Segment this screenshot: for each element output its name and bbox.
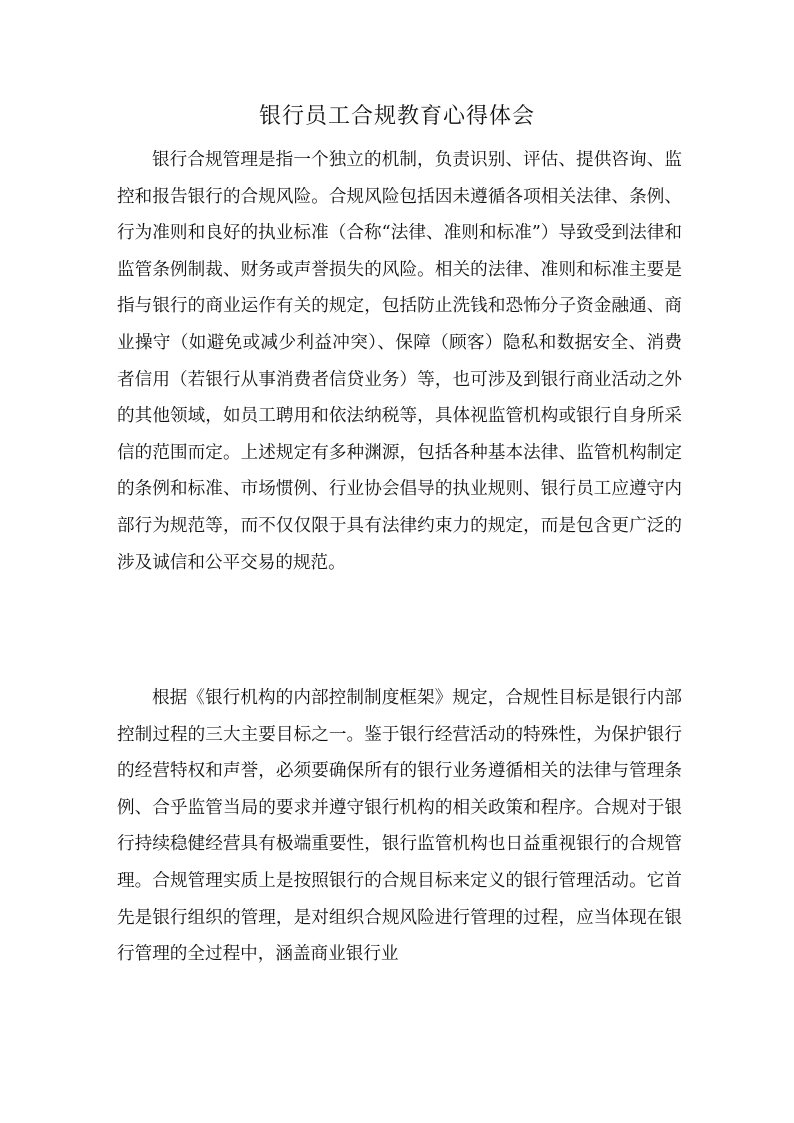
body-paragraph-2: 根据《银行机构的内部控制制度框架》规定，合规性目标是银行内部控制过程的三大主要目标之一。鉴于银行经营活动的特殊性，为保护银行的经营特权和声誉，必须要确保所有的银行业务遵循相关的法律与管理条例、合乎监管当局的要求并遵守银行机构的相关政策和程序。合规对于银行持续稳健经营具有极端重要性，银行监管机构也日益重视银行的合规管理。合规管理实质上是按照银行的合规目标来定义的银行管理活动。它首先是银行组织的管理，是对组织合规风险进行管理的过程，应当体现在银行管理的全过程中，涵盖商业银行业 <box>117 688 682 965</box>
document-title: 银行员工合规教育心得体会 <box>258 104 535 129</box>
body-paragraph-1: 银行合规管理是指一个独立的机制，负责识别、评估、提供咨询、监控和报告银行的合规风险。合规风险包括因未遵循各项相关法律、条例、行为准则和良好的执业标准（合称“法律、准则和标准”）导致受到法律和监管条例制裁、财务或声誉损失的风险。相关的法律、准则和标准主要是指与银行的商业运作有关的规定，包括防止洗钱和恐怖分子资金融通、商业操守（如避免或减少利益冲突）、保障（顾客）隐私和数据安全、消费者信用（若银行从事消费者信贷业务）等，也可涉及到银行商业活动之外的其他领域，如员工聘用和依法纳税等，具体视监管机构或银行自身所采信的范围而定。上述规定有多种渊源，包括各种基本法律、监管机构制定的条例和标准、市场惯例、行业协会倡导的执业规则、银行员工应遵守内部行为规范等，而不仅仅限于具有法律约束力的规定，而是包含更广泛的涉及诚信和公平交易的规范。 <box>117 150 682 573</box>
